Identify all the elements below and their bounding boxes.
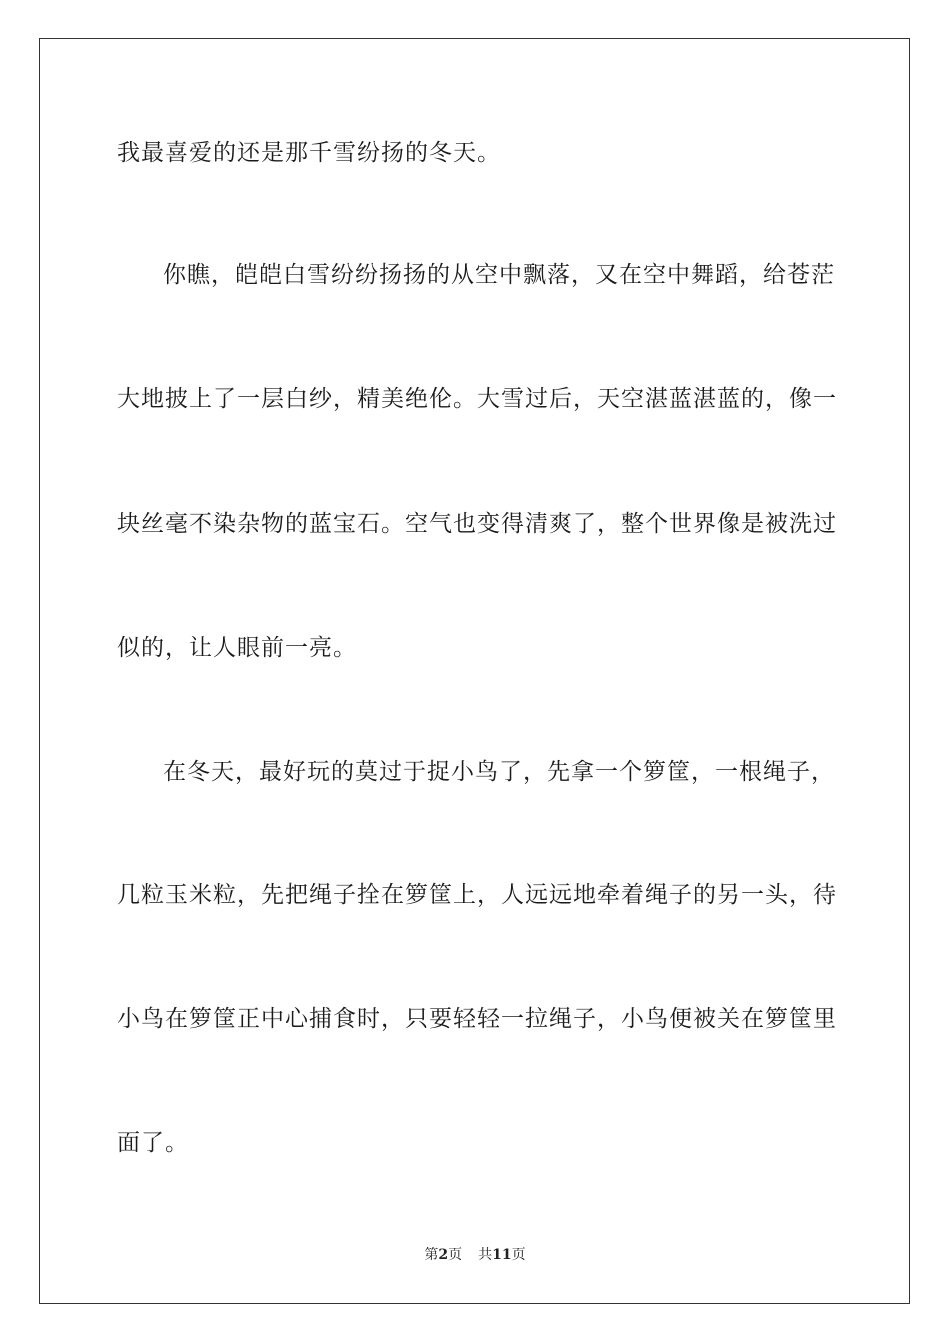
- page-number: 2: [438, 1247, 449, 1263]
- paragraph-line: 你瞧，皑皑白雪纷纷扬扬的从空中飘落，又在空中舞蹈，给苍茫: [163, 262, 835, 288]
- page-prefix: 第: [424, 1247, 439, 1263]
- paragraph-line: 面了。: [117, 1130, 189, 1156]
- page-footer: [0, 1246, 950, 1264]
- total-suffix: 页: [511, 1247, 526, 1263]
- paragraph-line: 似的，让人眼前一亮。: [117, 635, 357, 661]
- paragraph-line: 在冬天，最好玩的莫过于捉小鸟了，先拿一个箩筐，一根绳子，: [163, 759, 835, 785]
- paragraph-line: 大地披上了一层白纱，精美绝伦。大雪过后，天空湛蓝湛蓝的，像一: [117, 386, 837, 412]
- paragraph-line: 小鸟在箩筐正中心捕食时，只要轻轻一拉绳子，小鸟便被关在箩筐里: [117, 1006, 837, 1032]
- page-suffix: 页: [448, 1247, 463, 1263]
- total-pages: 11: [492, 1247, 512, 1263]
- page-border: [39, 38, 910, 1304]
- paragraph-line: 我最喜爱的还是那千雪纷扬的冬天。: [117, 140, 501, 166]
- paragraph-line: 几粒玉米粒，先把绳子拴在箩筐上，人远远地牵着绳子的另一头，待: [117, 882, 837, 908]
- paragraph-line: 块丝毫不染杂物的蓝宝石。空气也变得清爽了，整个世界像是被洗过: [117, 511, 837, 537]
- total-prefix: 共: [478, 1247, 493, 1263]
